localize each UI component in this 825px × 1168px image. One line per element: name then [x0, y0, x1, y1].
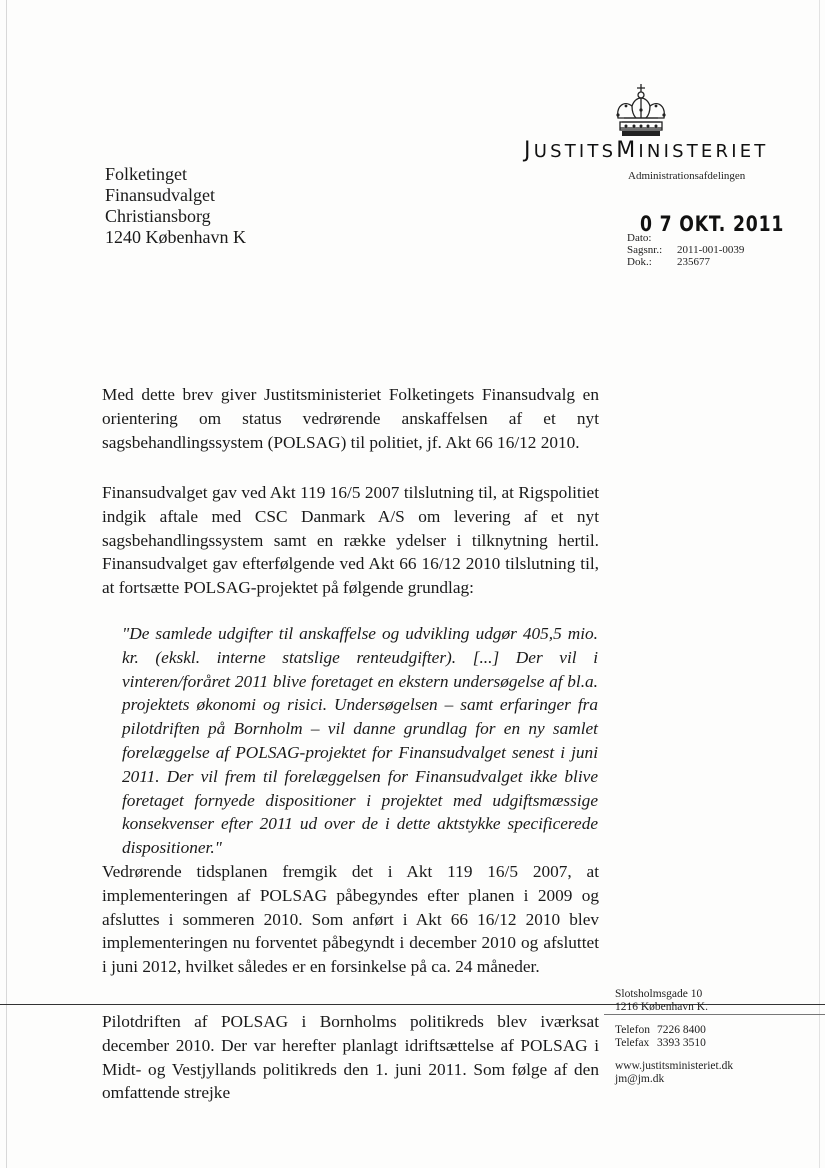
phone-label: Telefon	[615, 1024, 650, 1036]
case-label: Sagsnr.:	[627, 244, 663, 256]
scan-edge-left	[6, 0, 7, 1168]
date-label: Dato:	[627, 232, 652, 244]
email-link[interactable]: jm@jm.dk	[615, 1073, 665, 1085]
case-number: 2011-001-0039	[677, 244, 745, 256]
royal-crown-crest	[612, 82, 670, 138]
ministry-contact-block	[615, 988, 733, 1086]
address-city: 1216 København K.	[615, 1001, 708, 1013]
paragraph-background: Finansudvalget gav ved Akt 119 16/5 2007 tilslutning til, at Rigspolitiet indgik aftale med CSC Danmark A/S om levering af et nyt sagsbehandlingssystem samt en række ydelser i tilknytning hertil. Finansudvalget gav efterfølgende ved Akt 66 16/12 2010 tilslutning til, at fortsætte POLSAG-projektet på følgende grundlag:	[102, 483, 599, 598]
department-name: Administrationsafdelingen	[628, 170, 746, 182]
paragraph-pilot: Pilotdriften af POLSAG i Bornholms politikreds blev iværksat december 2010. Der var herefter planlagt idriftsættelse af POLSAG i Midt- og Vestjyllands politikreds den 1. juni 2011. Som følge af den omfattende strejke	[102, 1012, 599, 1103]
recipient-line: Finansudvalget	[105, 185, 215, 205]
scan-edge-right	[819, 0, 820, 1168]
date-stamp: 0 7 OKT. 2011	[640, 212, 785, 236]
address-street: Slotsholmsgade 10	[615, 988, 703, 1000]
document-meta	[627, 232, 744, 268]
recipient-line: 1240 København K	[105, 227, 246, 247]
recipient-line: Folketinget	[105, 164, 187, 184]
fax-label: Telefax	[615, 1037, 650, 1049]
quoted-passage: "De samlede udgifter til anskaffelse og udvikling udgør 405,5 mio. kr. (ekskl. interne statslige renteudgifter). [...] Der vil i vinteren/foråret 2011 blive foretaget en ekstern undersøgelse af bl.a. projektets økonomi og risici. Undersøgelsen – samt erfaringer fra pilotdriften på Bornholm – vil danne grundlag for en ny samlet forelæggelse af POLSAG-projektet for Finansudvalget senest i juni 2011. Der vil frem til forelæggelsen for Finansudvalget ikke blive foretaget fornyede dispositioner i projektet med udgiftsmæssige konsekvenser efter 2011 ud over de i dette aktstykke specificerede dispositioner."	[122, 624, 598, 858]
paragraph-timeline: Vedrørende tidsplanen fremgik det i Akt 119 16/5 2007, at implementeringen af POLSAG påbegyndes efter planen i 2009 og afsluttes i sommeren 2010. Som anført i Akt 66 16/12 2010 blev implementeringen nu forventet påbegyndt i december 2010 og afsluttet i juni 2012, hvilket således er en forsinkelse på ca. 24 måneder.	[102, 862, 599, 977]
recipient-line: Christiansborg	[105, 206, 211, 226]
paragraph-intro: Med dette brev giver Justitsministeriet Folketingets Finansudvalg en orientering om status vedrørende anskaffelsen af et nyt sagsbehandlingssystem (POLSAG) til politiet, jf. Akt 66 16/12 2010.	[102, 385, 599, 452]
phone-number: 7226 8400	[657, 1024, 706, 1036]
recipient-address	[105, 164, 246, 248]
website-link[interactable]: www.justitsministeriet.dk	[615, 1060, 734, 1072]
doc-number: 235677	[677, 256, 710, 268]
fax-number: 3393 3510	[657, 1037, 706, 1049]
ministry-wordmark: JUSTITSMINISTERIET	[524, 138, 769, 163]
doc-label: Dok.:	[627, 256, 652, 268]
